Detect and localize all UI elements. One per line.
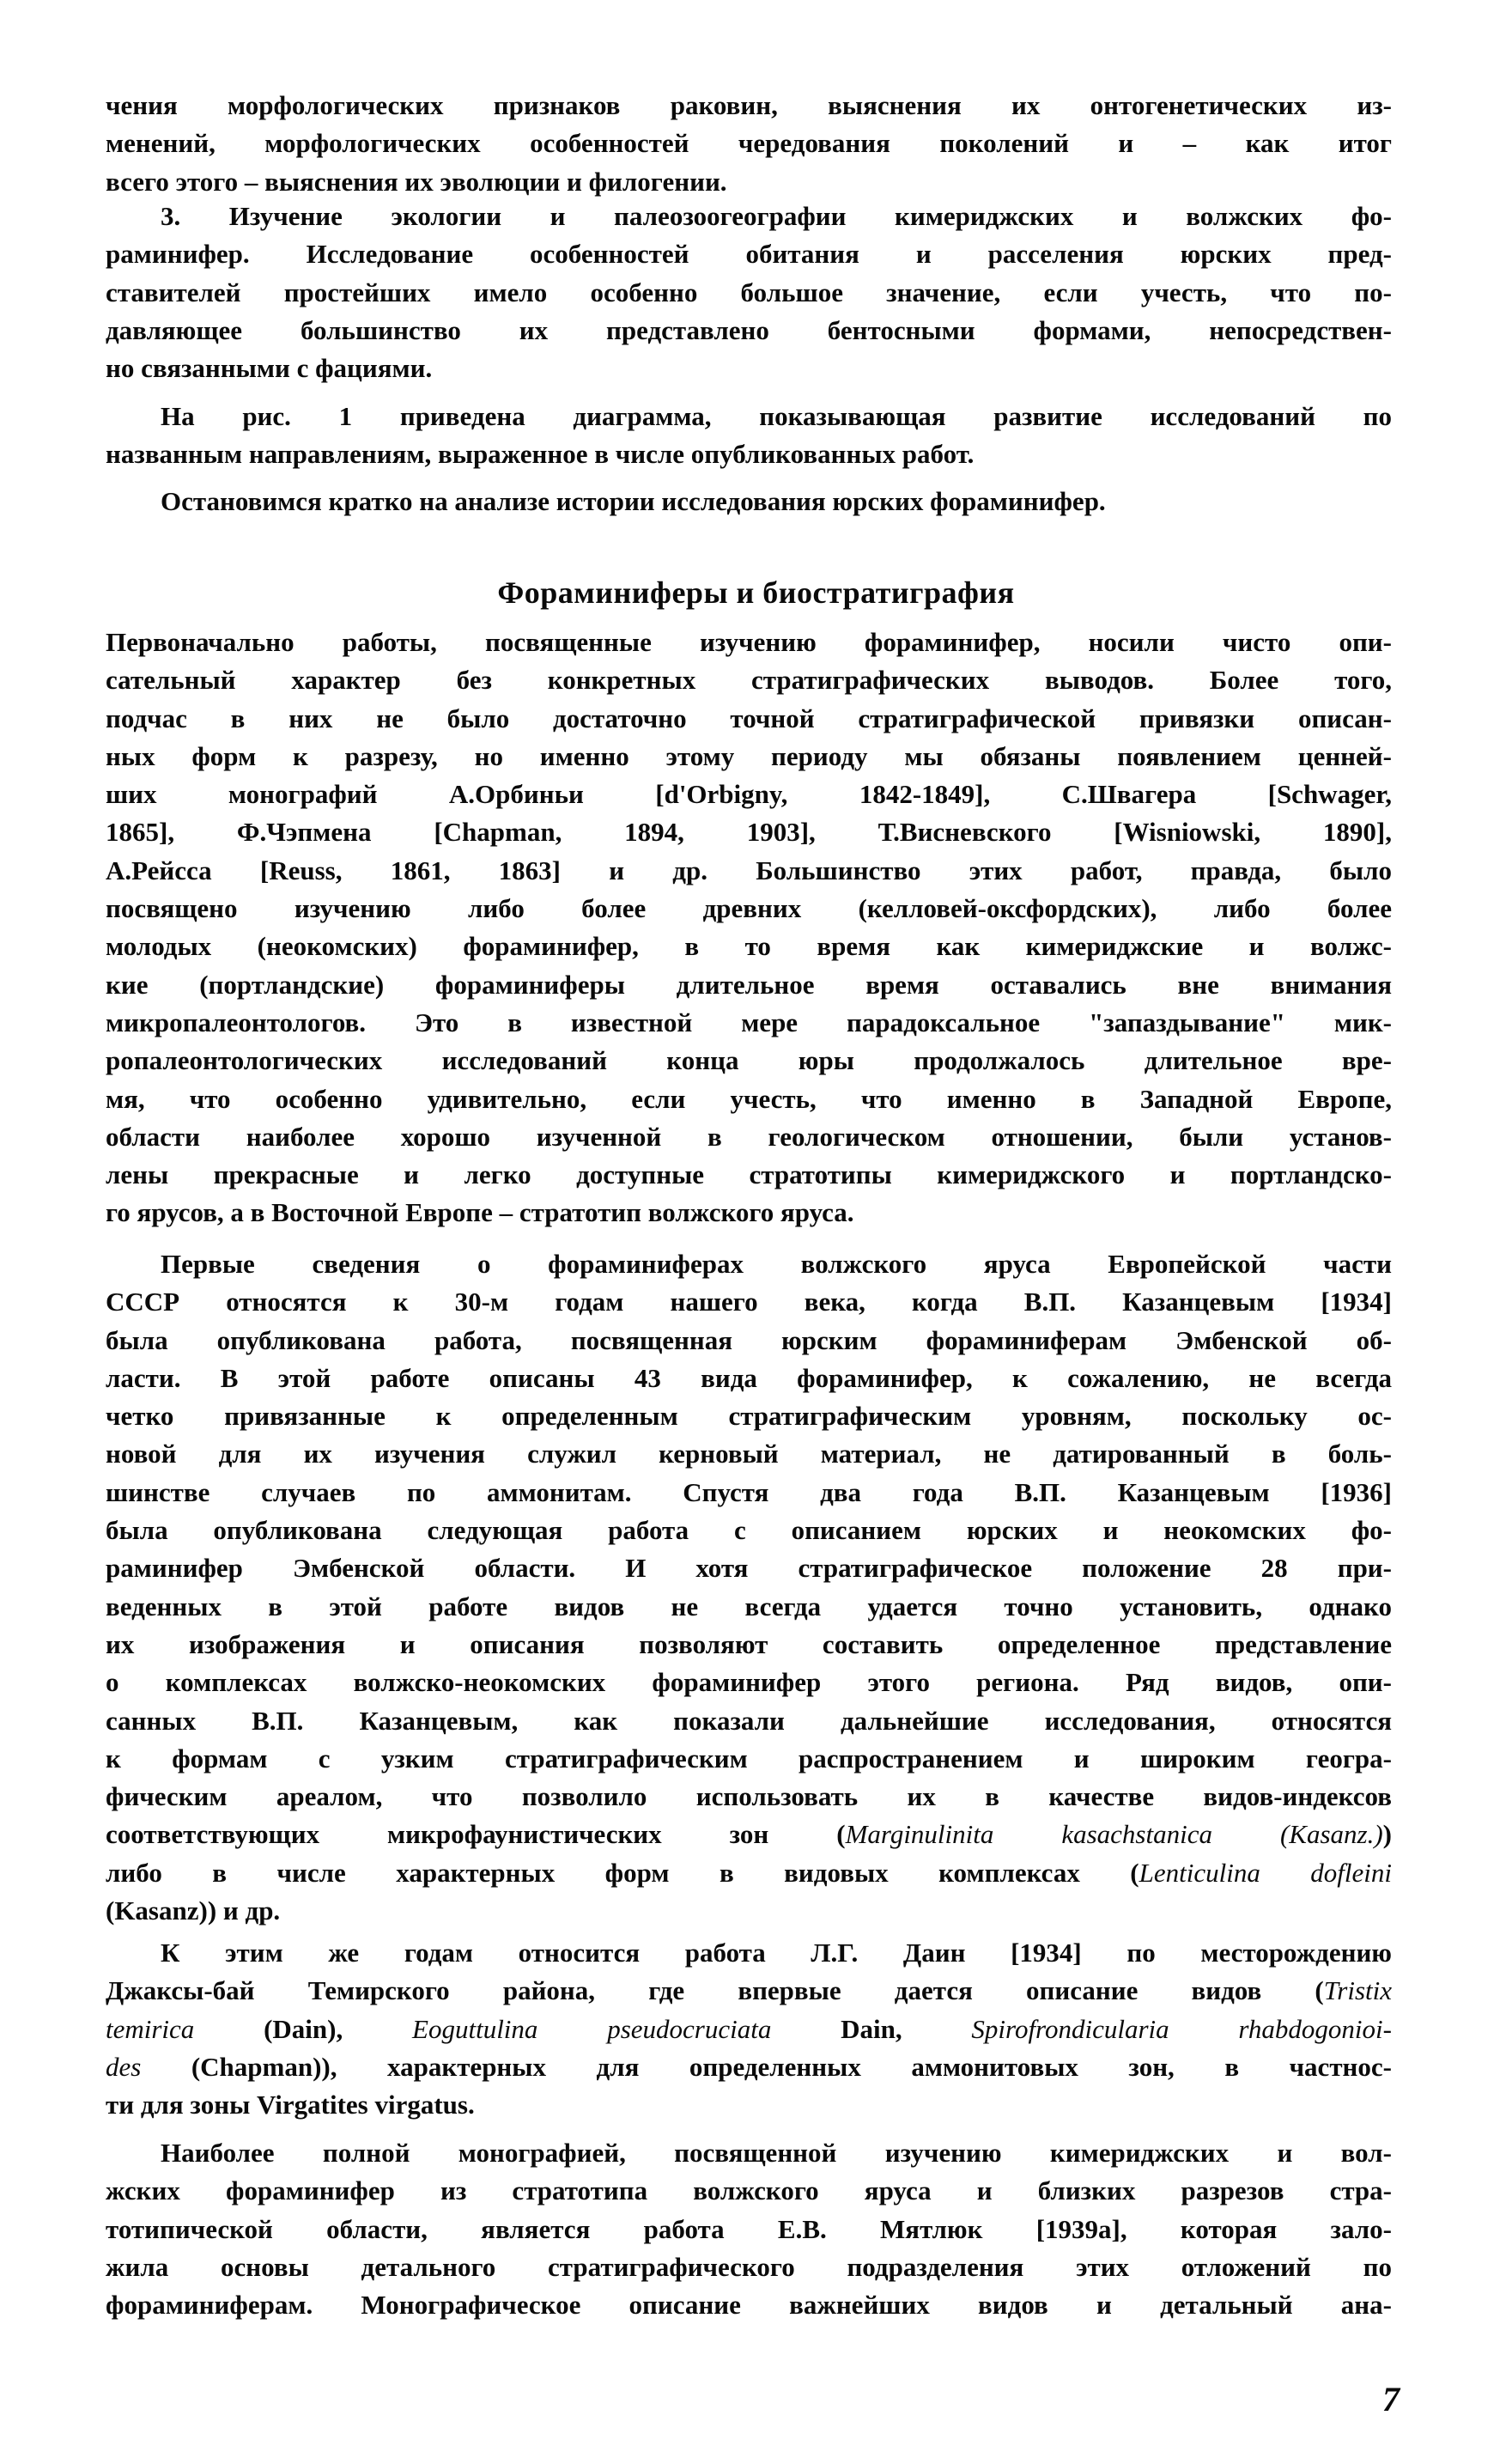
text-line: го ярусов, а в Восточной Европе – стратотип волжского яруса. <box>106 1197 854 1228</box>
text-line: СССР относятся к 30-м годам нашего века, когда В.П. Казанцевым [1934] <box>106 1287 1392 1317</box>
text-segment: К этим же годам относится работа Л.Г. Даин [1934] по месторождению <box>161 1938 1392 1968</box>
text-segment: (Dain), <box>194 2013 413 2044</box>
taxon-name: Marginulinita kasachstanica (Kasanz.) <box>845 1819 1383 1850</box>
paragraph-diagram-reference <box>106 398 1392 474</box>
text-line: жских фораминифер из стратотипа волжского яруса и близких разрезов стра- <box>106 2175 1392 2206</box>
text-line: жила основы детального стратиграфического подразделения этих отложений по <box>106 2251 1392 2282</box>
paragraph-continuation <box>106 87 1392 201</box>
text-line: микропалеонтологов. Это в известной мере парадоксальное "запаздывание" мик- <box>106 1007 1392 1037</box>
text-line: давляющее большинство их представлено бентосными формами, непосредствен- <box>106 314 1392 345</box>
text-line: (Kasanz)) и др. <box>106 1895 281 1926</box>
text-line: подчас в них не было достаточно точной стратиграфической привязки описан- <box>106 703 1392 733</box>
text-segment: Джаксы-бай Темирского района, где впервые дается описание видов ( <box>106 1975 1324 2006</box>
text-line: всего этого – выяснения их эволюции и филогении. <box>106 166 727 197</box>
text-line: лены прекрасные и легко доступные стратотипы кимериджского и портландско- <box>106 1159 1392 1190</box>
taxon-name: Tristix <box>1323 1975 1392 2006</box>
text-line <box>106 1972 1392 2010</box>
text-line: ропалеонтологических исследований конца юры продолжалось длительное вре- <box>106 1045 1392 1076</box>
text-line: названным направлениям, выраженное в числе опубликованных работ. <box>106 439 975 470</box>
text-line <box>106 1934 1392 1972</box>
text-line: молодых (неокомских) фораминифер, в то время как кимериджские и волжс- <box>106 931 1392 962</box>
text-line: была опубликована работа, посвященная юрским фораминиферам Эмбенской об- <box>106 1324 1392 1355</box>
text-line: области наиболее хорошо изученной в геологическом отношении, были установ- <box>106 1121 1392 1152</box>
text-line: сательный характер без конкретных стратиграфических выводов. Более того, <box>106 665 1392 696</box>
text-line: их изображения и описания позволяют составить определенное представление <box>106 1628 1392 1659</box>
text-line: менений, морфологических особенностей чередования поколений и – как итог <box>106 128 1392 159</box>
text-line: ти для зоны Virgatites virgatus. <box>106 2090 475 2120</box>
text-line: чения морфологических признаков раковин, выяснения их онтогенетических из- <box>106 90 1392 120</box>
taxon-name: temirica <box>106 2013 195 2044</box>
text-line: раминифер Эмбенской области. И хотя стратиграфическое положение 28 при- <box>106 1553 1392 1584</box>
text-line: мя, что особенно удивительно, если учесть, что именно в Западной Европе, <box>106 1083 1392 1114</box>
text-line: Первые сведения о фораминиферах волжского яруса Европейской части <box>161 1249 1392 1279</box>
text-segment: ) <box>1382 1819 1392 1850</box>
text-line: Первоначально работы, посвященные изучению фораминифер, носили чисто опи- <box>106 627 1392 657</box>
text-line: ставителей простейших имело особенно большое значение, если учесть, что по- <box>106 277 1392 307</box>
text-line: Наиболее полной монографией, посвященной изучению кимериджских и вол- <box>161 2138 1392 2168</box>
text-line: 1865], Ф.Чэпмена [Chapman, 1894, 1903], Т.Висневского [Wisniowski, 1890], <box>106 817 1392 848</box>
text-line: к формам с узким стратиграфическим распространением и широким геогра- <box>106 1743 1392 1774</box>
text-line <box>106 2048 1392 2086</box>
text-line: ласти. В этой работе описаны 43 вида фораминифер, к сожалению, не всегда <box>106 1362 1392 1393</box>
paragraph-myatlyuk-monograph <box>106 2134 1392 2324</box>
text-segment: Dain, <box>771 2013 972 2044</box>
taxon-name: des <box>106 2051 142 2082</box>
text-line: посвящено изучению либо более древних (келловей-оксфордских), либо более <box>106 893 1392 924</box>
text-line: ных форм к разрезу, но именно этому периоду мы обязаны появлением ценней- <box>106 740 1392 771</box>
text-line: четко привязанные к определенным стратиграфическим уровням, поскольку ос- <box>106 1401 1392 1432</box>
text-line: санных В.П. Казанцевым, как показали дальнейшие исследования, относятся <box>106 1705 1392 1736</box>
paragraph-first-data-volga <box>106 1245 1392 1930</box>
text-line: кие (портландские) фораминиферы длительное время оставались вне внимания <box>106 969 1392 1000</box>
text-line: ших монографий А.Орбиньи [d'Orbigny, 1842-1849], С.Швагера [Schwager, <box>106 779 1392 810</box>
paragraph-history-intro <box>106 483 1392 520</box>
text-line: о комплексах волжско-неокомских фораминифер этого региона. Ряд видов, опи- <box>106 1667 1392 1698</box>
text-segment: соответствующих микрофаунистических зон ( <box>106 1819 846 1850</box>
text-line: но связанными с фациями. <box>106 353 433 384</box>
text-line: фораминиферам. Монографическое описание важнейших видов и детальный ана- <box>106 2290 1392 2321</box>
section-heading: Фораминиферы и биостратиграфия <box>497 575 1015 610</box>
text-line: А.Рейсса [Reuss, 1861, 1863] и др. Большинство этих работ, правда, было <box>106 855 1392 885</box>
text-line: На рис. 1 приведена диаграмма, показывающая развитие исследований по <box>161 401 1392 431</box>
text-line: Остановимся кратко на анализе истории исследования юрских фораминифер. <box>161 486 1106 516</box>
text-segment: либо в числе характерных форм в видовых комплексах ( <box>106 1857 1139 1888</box>
paragraph-ecology <box>106 198 1392 387</box>
taxon-name: Spirofrondicularia rhabdogonioi- <box>971 2013 1392 2044</box>
text-line: раминифер. Исследование особенностей обитания и расселения юрских пред- <box>106 239 1392 270</box>
text-line: была опубликована следующая работа с описанием юрских и неокомских фо- <box>106 1515 1392 1546</box>
taxon-name: Eoguttulina pseudocruciata <box>412 2013 772 2044</box>
text-line <box>106 1854 1392 1892</box>
paragraph-dain-1934 <box>106 1934 1392 2124</box>
text-segment: (Chapman)), характерных для определенных аммонитовых зон, в частнос- <box>141 2051 1392 2082</box>
page-number: 7 <box>1382 2380 1400 2418</box>
text-line: веденных в этой работе видов не всегда удается точно установить, однако <box>106 1591 1392 1621</box>
text-line <box>106 1816 1392 1853</box>
text-line: 3. Изучение экологии и палеозоогеографии кимериджских и волжских фо- <box>161 201 1392 231</box>
text-line: новой для их изучения служил керновый материал, не датированный в боль- <box>106 1439 1392 1469</box>
text-line: тотипической области, является работа Е.В. Мятлюк [1939а], которая зало- <box>106 2213 1392 2244</box>
text-line: фическим ареалом, что позволило использовать их в качестве видов-индексов <box>106 1781 1392 1812</box>
text-line: шинстве случаев по аммонитам. Спустя два года В.П. Казанцевым [1936] <box>106 1476 1392 1507</box>
paragraph-early-works <box>106 624 1392 1232</box>
taxon-name: Lenticulina dofleini <box>1139 1857 1393 1888</box>
text-line <box>106 2011 1392 2048</box>
